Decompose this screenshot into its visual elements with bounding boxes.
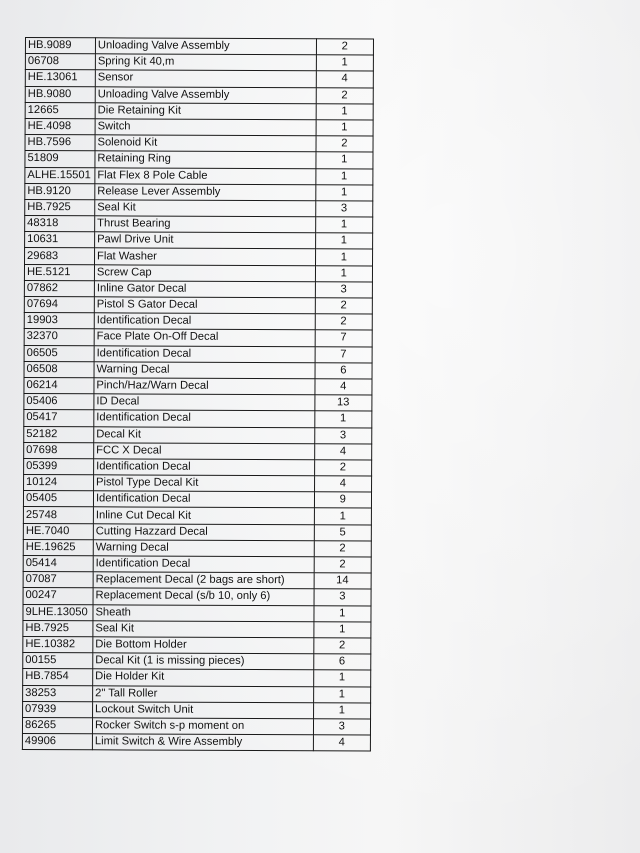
table-row xyxy=(22,717,370,735)
table-row xyxy=(23,636,371,654)
table-row xyxy=(25,216,373,234)
part-number-cell: 05406 xyxy=(24,394,94,410)
quantity-cell: 1 xyxy=(315,265,372,281)
table-row xyxy=(23,588,371,606)
description-cell: Limit Switch & Wire Assembly xyxy=(92,734,313,751)
description-cell: Inline Gator Decal xyxy=(94,281,315,298)
quantity-cell: 1 xyxy=(313,686,370,702)
description-cell: Seal Kit xyxy=(95,200,316,217)
quantity-cell: 1 xyxy=(315,184,372,200)
part-number-cell: 48318 xyxy=(25,216,95,232)
part-number-cell: 10631 xyxy=(25,232,95,248)
part-number-cell: HB.7925 xyxy=(23,620,93,636)
part-number-cell: 9LHE.13050 xyxy=(23,604,93,620)
quantity-cell: 4 xyxy=(313,735,370,751)
table-row xyxy=(25,135,373,153)
table-row xyxy=(24,264,372,282)
table-row xyxy=(24,361,372,379)
part-number-cell: 06708 xyxy=(25,54,95,70)
description-cell: Replacement Decal (2 bags are short) xyxy=(93,572,314,589)
description-cell: Identification Decal xyxy=(94,345,315,362)
table-row xyxy=(25,38,373,56)
part-number-cell: 07087 xyxy=(23,572,93,588)
part-number-cell: HE.7040 xyxy=(23,523,93,539)
table-row xyxy=(25,248,373,266)
part-number-cell: 00247 xyxy=(23,588,93,604)
description-cell: Die Retaining Kit xyxy=(95,103,316,120)
part-number-cell: 05405 xyxy=(23,491,93,507)
table-row xyxy=(23,572,371,590)
table-row xyxy=(24,329,372,347)
quantity-cell: 2 xyxy=(314,460,371,476)
description-cell: Flat Washer xyxy=(94,248,315,265)
table-row xyxy=(25,54,373,72)
description-cell: Unloading Valve Assembly xyxy=(95,38,316,55)
part-number-cell: 07862 xyxy=(24,280,94,296)
table-row xyxy=(25,102,373,120)
part-number-cell: HE.4098 xyxy=(25,118,95,134)
quantity-cell: 2 xyxy=(316,39,373,55)
part-number-cell: 49906 xyxy=(22,734,92,750)
part-number-cell: 10124 xyxy=(24,475,94,491)
part-number-cell: HB.9080 xyxy=(25,86,95,102)
description-cell: Die Bottom Holder xyxy=(93,637,314,654)
description-cell: Warning Decal xyxy=(93,540,314,557)
table-row xyxy=(24,442,372,460)
quantity-cell: 3 xyxy=(315,282,372,298)
table-row xyxy=(23,604,371,622)
part-number-cell: 07698 xyxy=(24,442,94,458)
description-cell: Sensor xyxy=(95,70,316,87)
part-number-cell: 05414 xyxy=(23,555,93,571)
part-number-cell: 86265 xyxy=(22,717,92,733)
quantity-cell: 1 xyxy=(314,605,371,621)
description-cell: Die Holder Kit xyxy=(93,669,314,686)
part-number-cell: 07694 xyxy=(24,296,94,312)
table-row xyxy=(23,507,371,525)
description-cell: Pinch/Haz/Warn Decal xyxy=(94,378,315,395)
description-cell: Lockout Switch Unit xyxy=(92,701,313,718)
part-number-cell: HE.19625 xyxy=(23,539,93,555)
part-number-cell: HB.9120 xyxy=(25,183,95,199)
quantity-cell: 6 xyxy=(315,363,372,379)
description-cell: Identification Decal xyxy=(93,491,314,508)
quantity-cell: 2 xyxy=(314,557,371,573)
description-cell: Thrust Bearing xyxy=(95,216,316,233)
part-number-cell: HB.7925 xyxy=(25,199,95,215)
description-cell: Decal Kit xyxy=(94,426,315,443)
description-cell: Retaining Ring xyxy=(95,151,316,168)
part-number-cell: HB.9089 xyxy=(25,38,95,54)
quantity-cell: 3 xyxy=(313,719,370,735)
quantity-cell: 2 xyxy=(313,638,370,654)
description-cell: Flat Flex 8 Pole Cable xyxy=(95,167,316,184)
quantity-cell: 13 xyxy=(314,395,371,411)
quantity-cell: 1 xyxy=(315,168,372,184)
quantity-cell: 2 xyxy=(315,298,372,314)
quantity-cell: 3 xyxy=(315,201,372,217)
part-number-cell: 29683 xyxy=(25,248,95,264)
quantity-cell: 4 xyxy=(314,476,371,492)
parts-table-body xyxy=(22,38,373,752)
quantity-cell: 2 xyxy=(315,314,372,330)
quantity-cell: 9 xyxy=(314,492,371,508)
description-cell: Sheath xyxy=(93,604,314,621)
description-cell: Identification Decal xyxy=(94,313,315,330)
quantity-cell: 4 xyxy=(314,443,371,459)
quantity-cell: 2 xyxy=(316,87,373,103)
quantity-cell: 1 xyxy=(316,152,373,168)
table-row xyxy=(24,410,372,428)
description-cell: Replacement Decal (s/b 10, only 6) xyxy=(93,588,314,605)
table-row xyxy=(25,86,373,104)
table-row xyxy=(23,669,371,687)
part-number-cell: ALHE.15501 xyxy=(25,167,95,183)
table-row xyxy=(23,555,371,573)
quantity-cell: 1 xyxy=(314,411,371,427)
quantity-cell: 1 xyxy=(315,249,372,265)
table-row xyxy=(23,653,371,671)
quantity-cell: 1 xyxy=(313,622,370,638)
table-row xyxy=(24,280,372,298)
description-cell: Unloading Valve Assembly xyxy=(95,86,316,103)
description-cell: Pawl Drive Unit xyxy=(95,232,316,249)
description-cell: Switch xyxy=(95,119,316,136)
quantity-cell: 7 xyxy=(315,346,372,362)
table-row xyxy=(23,685,371,703)
table-row xyxy=(23,539,371,557)
part-number-cell: HE.13061 xyxy=(25,70,95,86)
part-number-cell: 05417 xyxy=(24,410,94,426)
parts-table xyxy=(22,37,374,752)
quantity-cell: 3 xyxy=(314,427,371,443)
quantity-cell: 1 xyxy=(313,670,370,686)
quantity-cell: 7 xyxy=(315,330,372,346)
quantity-cell: 5 xyxy=(314,524,371,540)
description-cell: FCC X Decal xyxy=(94,442,315,459)
part-number-cell: 12665 xyxy=(25,102,95,118)
quantity-cell: 1 xyxy=(313,702,370,718)
quantity-cell: 14 xyxy=(314,573,371,589)
table-row xyxy=(24,394,372,412)
table-row xyxy=(25,183,373,201)
quantity-cell: 4 xyxy=(315,379,372,395)
quantity-cell: 1 xyxy=(315,217,372,233)
description-cell: Inline Cut Decal Kit xyxy=(93,507,314,524)
part-number-cell: 19903 xyxy=(24,313,94,329)
description-cell: Screw Cap xyxy=(94,264,315,281)
description-cell: Face Plate On-Off Decal xyxy=(94,329,315,346)
part-number-cell: HE.5121 xyxy=(24,264,94,280)
table-row xyxy=(25,167,373,185)
table-row xyxy=(25,70,373,88)
quantity-cell: 3 xyxy=(314,589,371,605)
description-cell: Identification Decal xyxy=(94,459,315,476)
table-row xyxy=(24,426,372,444)
description-cell: Rocker Switch s-p moment on xyxy=(92,718,313,735)
description-cell: Warning Decal xyxy=(94,362,315,379)
quantity-cell: 1 xyxy=(316,55,373,71)
description-cell: Spring Kit 40,m xyxy=(95,54,316,71)
description-cell: 2" Tall Roller xyxy=(93,685,314,702)
table-row xyxy=(25,118,373,136)
table-row xyxy=(24,377,372,395)
table-row xyxy=(23,491,371,509)
description-cell: Solenoid Kit xyxy=(95,135,316,152)
part-number-cell: HE.10382 xyxy=(23,636,93,652)
description-cell: Identification Decal xyxy=(93,556,314,573)
part-number-cell: 32370 xyxy=(24,329,94,345)
table-row xyxy=(22,734,370,752)
part-number-cell: HB.7854 xyxy=(23,669,93,685)
quantity-cell: 1 xyxy=(314,508,371,524)
table-row xyxy=(25,232,373,250)
quantity-cell: 1 xyxy=(316,120,373,136)
part-number-cell: HB.7596 xyxy=(25,135,95,151)
part-number-cell: 07939 xyxy=(23,701,93,717)
description-cell: Pistol S Gator Decal xyxy=(94,297,315,314)
table-row xyxy=(23,701,371,719)
quantity-cell: 2 xyxy=(314,541,371,557)
description-cell: Identification Decal xyxy=(94,410,315,427)
description-cell: Cutting Hazzard Decal xyxy=(93,523,314,540)
quantity-cell: 1 xyxy=(315,233,372,249)
part-number-cell: 25748 xyxy=(23,507,93,523)
part-number-cell: 51809 xyxy=(25,151,95,167)
quantity-cell: 4 xyxy=(316,71,373,87)
quantity-cell: 2 xyxy=(316,136,373,152)
part-number-cell: 06505 xyxy=(24,345,94,361)
part-number-cell: 00155 xyxy=(23,653,93,669)
part-number-cell: 52182 xyxy=(24,426,94,442)
quantity-cell: 6 xyxy=(313,654,370,670)
part-number-cell: 06508 xyxy=(24,361,94,377)
table-row xyxy=(25,199,373,217)
description-cell: Release Lever Assembly xyxy=(95,183,316,200)
table-row xyxy=(24,296,372,314)
table-row xyxy=(24,313,372,331)
table-row xyxy=(25,151,373,169)
table-row xyxy=(24,345,372,363)
table-row xyxy=(23,620,371,638)
part-number-cell: 06214 xyxy=(24,377,94,393)
description-cell: ID Decal xyxy=(94,394,315,411)
part-number-cell: 38253 xyxy=(23,685,93,701)
table-row xyxy=(24,475,372,493)
part-number-cell: 05399 xyxy=(24,458,94,474)
table-row xyxy=(24,458,372,476)
description-cell: Decal Kit (1 is missing pieces) xyxy=(93,653,314,670)
description-cell: Seal Kit xyxy=(93,621,314,638)
description-cell: Pistol Type Decal Kit xyxy=(93,475,314,492)
table-row xyxy=(23,523,371,541)
quantity-cell: 1 xyxy=(316,104,373,120)
